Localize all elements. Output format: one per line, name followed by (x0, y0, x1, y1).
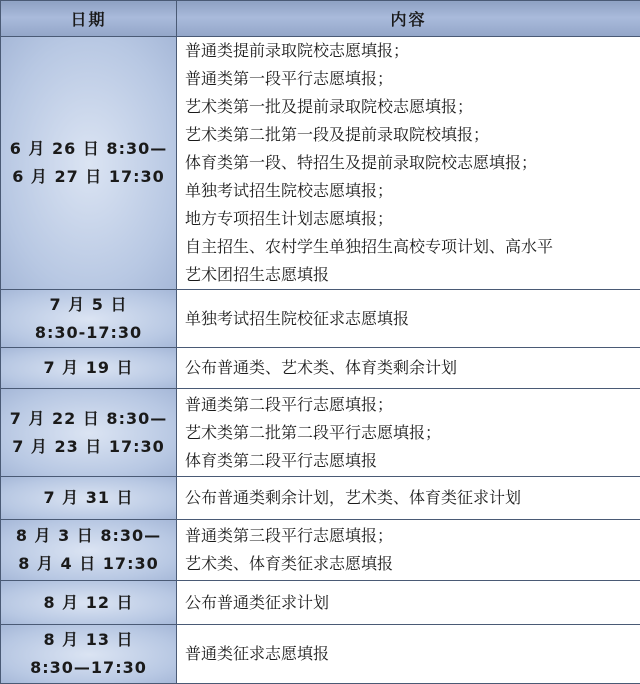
content-cell (177, 389, 640, 477)
content-cell (177, 37, 640, 290)
content-line: 普通类第三段平行志愿填报； (185, 522, 640, 550)
date-line: 8 月 13 日 (1, 626, 176, 654)
content-line: 艺术类第二批第一段及提前录取院校填报； (185, 121, 640, 149)
date-cell (1, 348, 177, 389)
content-cell (177, 348, 640, 389)
date-cell (1, 520, 177, 581)
table-row (1, 581, 640, 625)
table-row (1, 348, 640, 389)
date-cell (1, 625, 177, 684)
content-line: 地方专项招生计划志愿填报； (185, 205, 640, 233)
date-line: 7 月 19 日 (1, 354, 176, 382)
date-line: 8 月 4 日 17:30 (1, 550, 176, 578)
content-line: 普通类第二段平行志愿填报； (185, 391, 640, 419)
content-line: 公布普通类征求计划 (185, 589, 640, 617)
content-cell (177, 290, 640, 348)
date-line: 8:30—17:30 (1, 654, 176, 682)
table-row (1, 625, 640, 684)
date-column-header: 日期 (1, 1, 177, 37)
table-row (1, 37, 640, 290)
date-cell (1, 477, 177, 520)
table-row (1, 290, 640, 348)
table-row (1, 477, 640, 520)
content-line: 公布普通类剩余计划，艺术类、体育类征求计划 (185, 484, 640, 512)
date-line: 6 月 26 日 8:30— (1, 135, 176, 163)
date-line: 8 月 3 日 8:30— (1, 522, 176, 550)
content-line: 体育类第一段、特招生及提前录取院校志愿填报； (185, 149, 640, 177)
date-cell (1, 581, 177, 625)
content-line: 艺术团招生志愿填报 (185, 261, 640, 289)
content-line: 普通类征求志愿填报 (185, 640, 640, 668)
content-line: 艺术类第一批及提前录取院校志愿填报； (185, 93, 640, 121)
header-row (1, 1, 640, 37)
content-line: 体育类第二段平行志愿填报 (185, 447, 640, 475)
content-line: 单独考试招生院校征求志愿填报 (185, 305, 640, 333)
table-row (1, 389, 640, 477)
date-cell (1, 290, 177, 348)
content-line: 普通类提前录取院校志愿填报； (185, 37, 640, 65)
table-row (1, 520, 640, 581)
content-cell (177, 581, 640, 625)
date-line: 7 月 23 日 17:30 (1, 433, 176, 461)
content-line: 公布普通类、艺术类、体育类剩余计划 (185, 354, 640, 382)
date-line: 6 月 27 日 17:30 (1, 163, 176, 191)
content-cell (177, 625, 640, 684)
content-line: 自主招生、农村学生单独招生高校专项计划、高水平 (185, 233, 640, 261)
date-line: 7 月 5 日 (1, 291, 176, 319)
date-line: 7 月 22 日 8:30— (1, 405, 176, 433)
date-line: 8:30-17:30 (1, 319, 176, 347)
content-cell (177, 520, 640, 581)
content-line: 艺术类第二批第二段平行志愿填报； (185, 419, 640, 447)
date-cell (1, 37, 177, 290)
content-column-header: 内容 (177, 1, 640, 37)
content-line: 单独考试招生院校志愿填报； (185, 177, 640, 205)
content-cell (177, 477, 640, 520)
content-line: 艺术类、体育类征求志愿填报 (185, 550, 640, 578)
date-cell (1, 389, 177, 477)
date-line: 8 月 12 日 (1, 589, 176, 617)
date-line: 7 月 31 日 (1, 484, 176, 512)
content-line: 普通类第一段平行志愿填报； (185, 65, 640, 93)
